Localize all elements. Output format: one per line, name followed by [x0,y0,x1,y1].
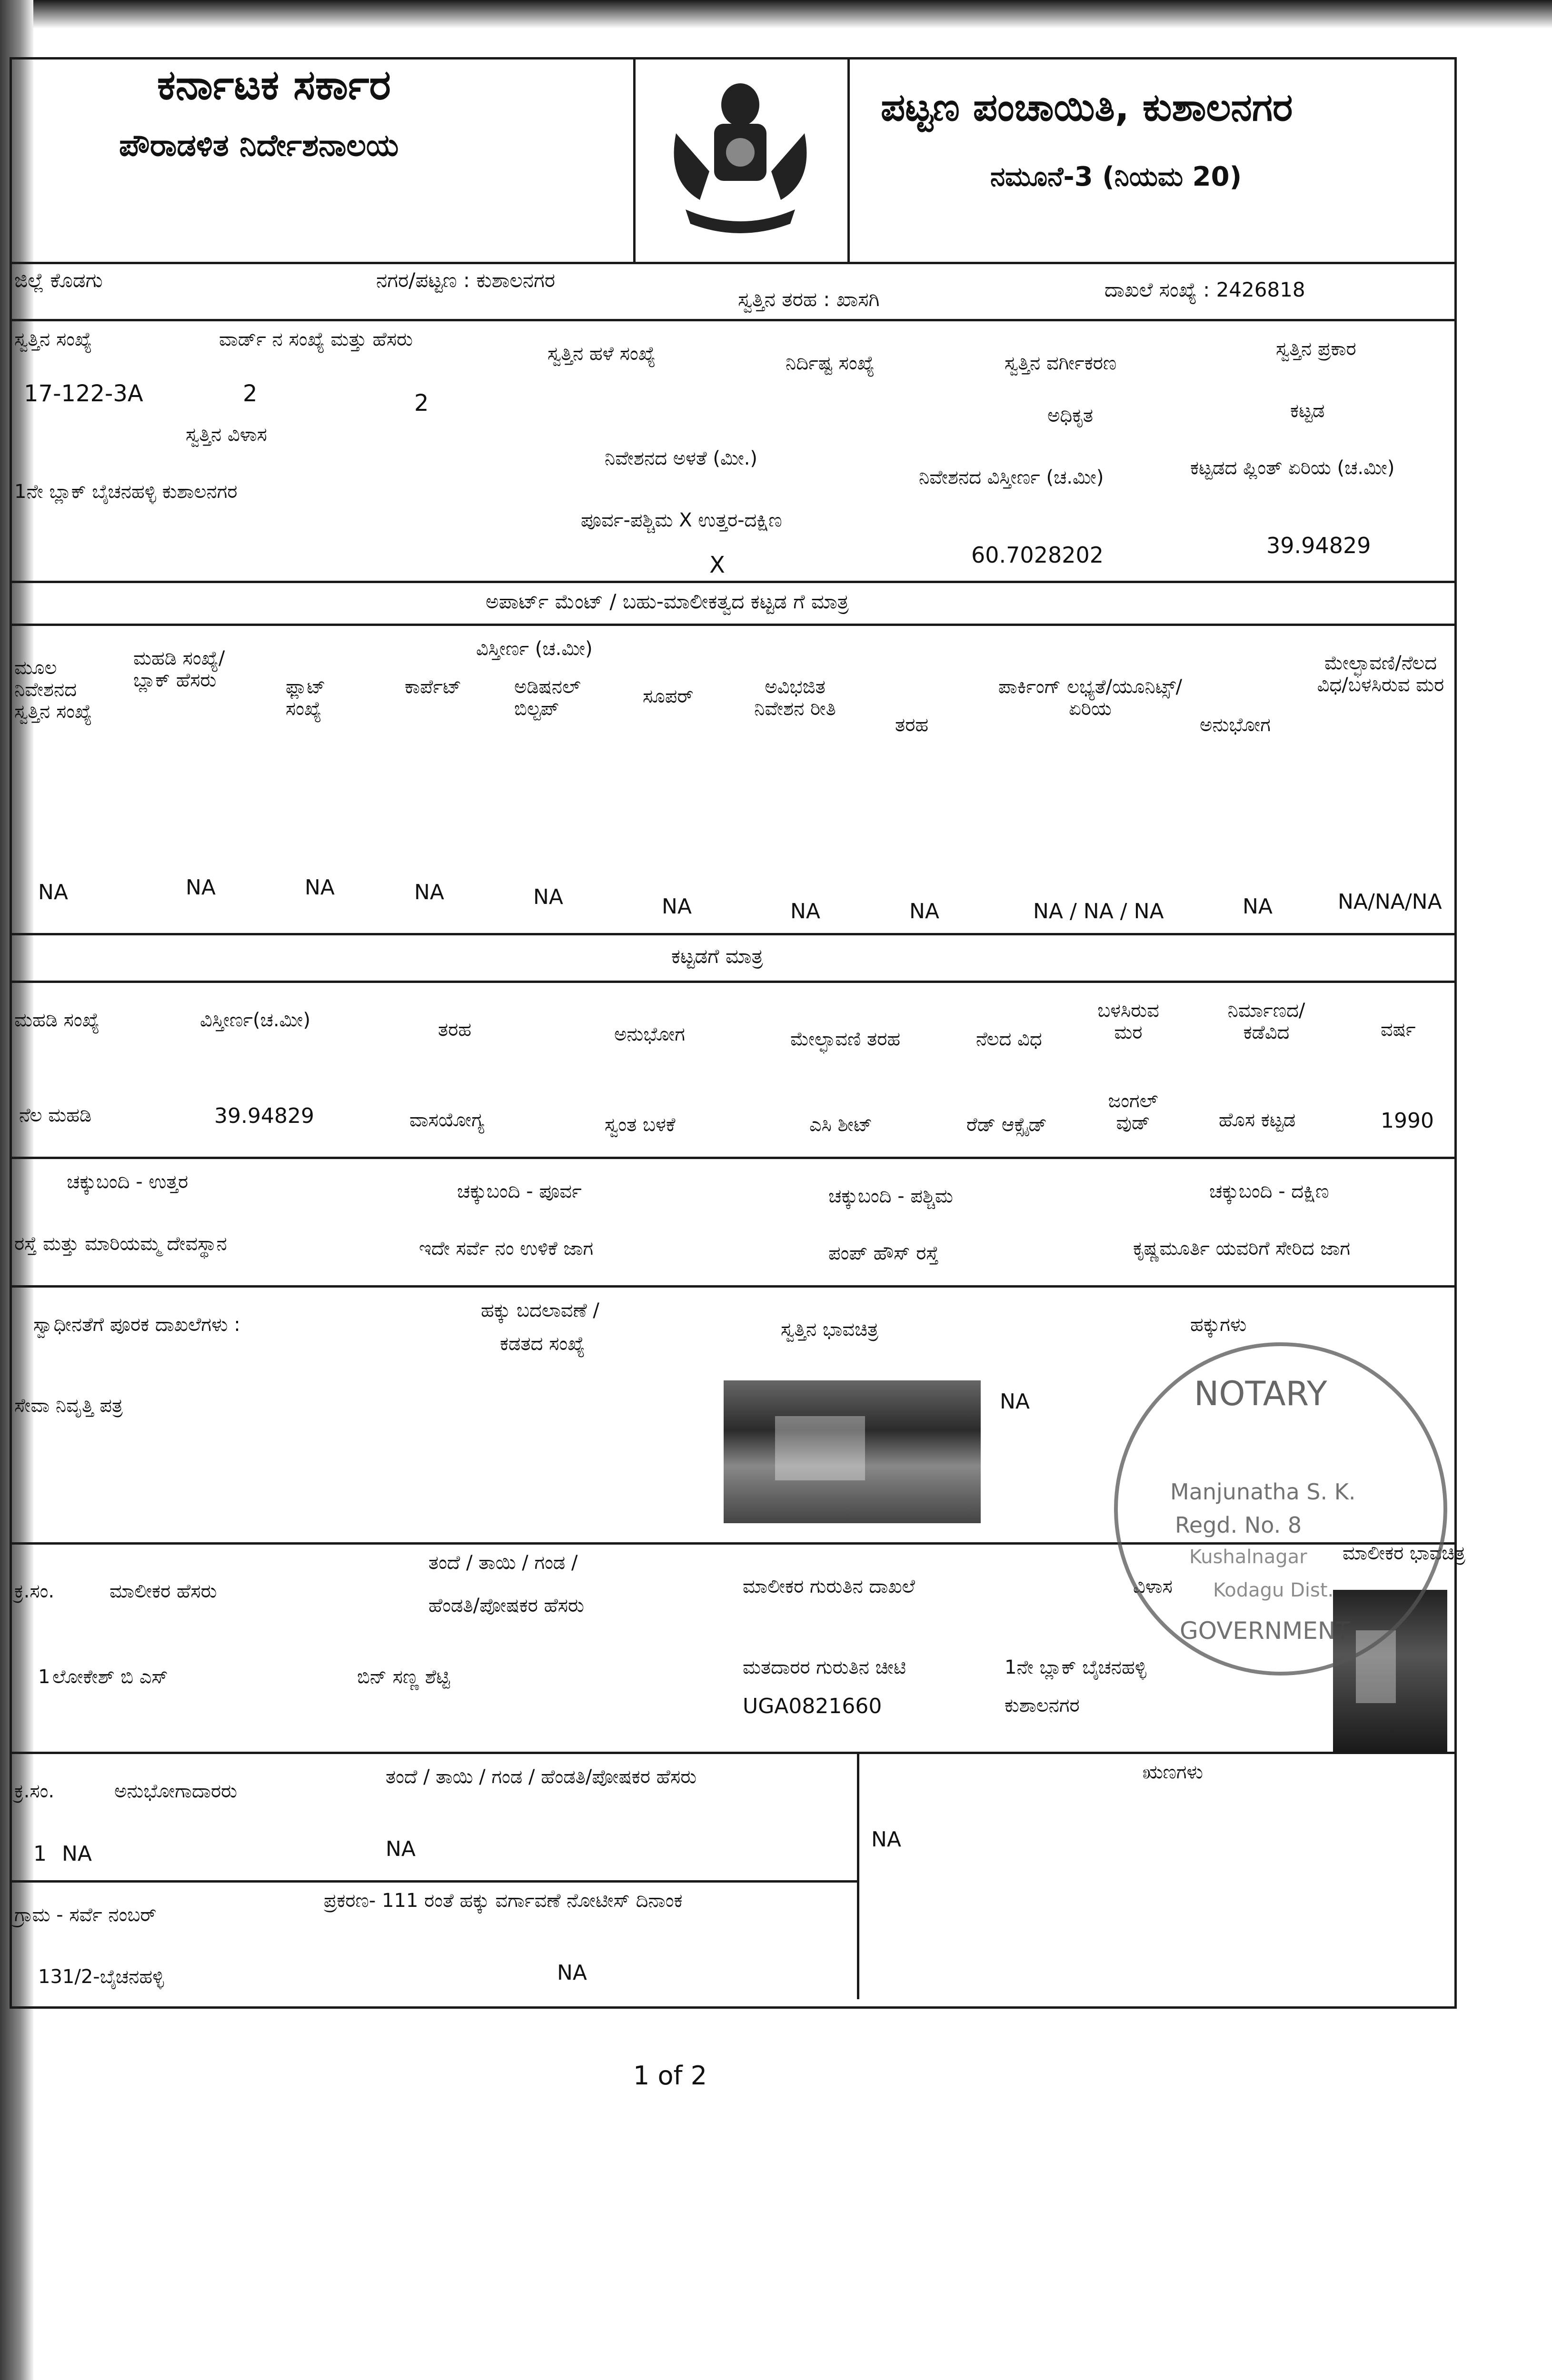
apt-col-super: ಸೂಪರ್ [643,685,694,707]
stamp-line-1: NOTARY [1194,1374,1327,1413]
occupant-sl-label: ಕ್ರ.ಸಂ. [14,1780,55,1802]
rule-6 [10,981,1457,983]
apt-val-floor: NA [186,875,216,900]
bld-val-roof: ಎಸಿ ಶೀಟ್ [809,1114,873,1136]
boundary-north: ರಸ್ತೆ ಮತ್ತು ಮಾರಿಯಮ್ಮ ದೇವಸ್ಥಾನ [14,1233,227,1255]
apt-val-parking: NA / NA / NA [1033,899,1164,923]
plinth-area-label: ಕಟ್ಟಡದ ಪ್ಲಿಂತ್ ಏರಿಯ (ಚ.ಮೀ) [1190,457,1395,479]
bld-col-area: ವಿಸ್ತೀರ್ಣ(ಚ.ಮೀ) [200,1009,311,1031]
apt-val-undivided: NA [790,899,821,923]
govt-title: ಕರ್ನಾಟಕ ಸರ್ಕಾರ [157,61,391,109]
notary-stamp [1114,1342,1447,1676]
property-kind-label: ಸ್ವತ್ತಿನ ಪ್ರಕಾರ [1276,338,1356,360]
ward-label: ವಾರ್ಡ್ ನ ಸಂಖ್ಯೆ ಮತ್ತು ಹೆಸರು [219,328,413,350]
occupant-value: NA [62,1842,92,1866]
rule-1 [10,262,1457,264]
page-number: 1 of 2 [633,2061,707,2091]
owner-parent-label-1: ತಂದೆ / ತಾಯಿ / ಗಂಡ / [428,1552,578,1574]
bld-val-floor: ನೆಲ ಮಹಡಿ [19,1104,92,1126]
scan-shadow-top [0,0,1552,29]
occupant-parent: NA [386,1837,416,1861]
stamp-line-6: GOVERNMENT [1180,1617,1350,1645]
bld-col-construction: ನಿರ್ಮಾಣದ/ ಕಡೆವಿದ [1227,1000,1305,1043]
classification: ಅಧಿಕೃತ [1047,405,1094,426]
rule-8 [10,1285,1457,1288]
occupant-label: ಅನುಭೋಗಾದಾರರು [114,1780,238,1802]
boundary-north-label: ಚಕ್ಕುಬಂದಿ - ಉತ್ತರ [67,1171,189,1193]
owner-parent: ಬಿನ್ ಸಣ್ಣ ಶೆಟ್ಟಿ [357,1666,450,1688]
survey-label: ಗ್ರಾಮ - ಸರ್ವೆ ನಂಬರ್ [14,1904,157,1926]
apt-val-type: NA [909,899,940,923]
stamp-line-2: Manjunatha S. K. [1170,1479,1356,1505]
panchayat-title: ಪಟ್ಟಣ ಪಂಚಾಯಿತಿ, ಕುಶಾಲನಗರ [881,85,1293,129]
apt-col-additional: ಅಡಿಷನಲ್ ಬಿಲ್ಟಪ್ [514,676,581,720]
apt-val-parent-site: NA [38,880,69,904]
apt-col-floor: ಮಹಡಿ ಸಂಖ್ಯೆ/ಬ್ಲಾಕ್ ಹೆಸರು [133,647,225,691]
bld-val-type: ವಾಸಯೋಗ್ಯ [409,1109,485,1131]
owner-address-2: ಕುಶಾಲನಗರ [1005,1695,1080,1716]
apt-val-roof: NA/NA/NA [1338,890,1442,914]
occupant-parent-label: ತಂದೆ / ತಾಯಿ / ಗಂಡ / ಹೆಂಡತಿ/ಪೋಷಕರ ಹೆಸರು [386,1766,697,1788]
boundary-west: ಪಂಪ್ ಹೌಸ್ ರಸ್ತೆ [828,1242,939,1264]
bld-col-year: ವರ್ಷ [1381,1019,1416,1041]
site-area-label: ನಿವೇಶನದ ವಿಸ್ತೀರ್ಣ (ಚ.ಮೀ) [919,466,1104,488]
owner-sl-label: ಕ್ರ.ಸಂ. [14,1580,55,1602]
stamp-line-4: Kushalnagar [1189,1546,1307,1568]
apt-col-parking: ಪಾರ್ಕಿಂಗ್ ಲಭ್ಯತೆ/ಯೂನಿಟ್ಸ್/ಏರಿಯ [998,676,1183,720]
classification-label: ಸ್ವತ್ತಿನ ವರ್ಗೀಕರಣ [1005,352,1117,374]
apt-col-undivided: ಅವಿಭಜಿತ ನಿವೇಶನ ರೀತಿ [754,676,836,720]
apt-col-carpet: ಕಾರ್ಪೆಟ್ [405,676,462,698]
boundary-west-label: ಚಕ್ಕುಬಂದಿ - ಪಶ್ಚಿಮ [828,1185,953,1207]
rule-5 [10,933,1457,935]
bld-val-area: 39.94829 [214,1104,314,1128]
boundary-south-label: ಚಕ್ಕುಬಂದಿ - ದಕ್ಷಿಣ [1209,1180,1329,1202]
owner-id-label: ಮಾಲೀಕರ ಗುರುತಿನ ದಾಖಲೆ [743,1576,915,1597]
bld-val-year: 1990 [1381,1109,1434,1133]
boundary-south: ಕೃಷ್ಣಮೂರ್ತಿ ಯವರಿಗೆ ಸೇರಿದ ಜಾಗ [1133,1238,1350,1259]
old-number-label: ಸ್ವತ್ತಿನ ಹಳೆ ಸಂಖ್ಯೆ [547,343,656,365]
rule-11 [10,1880,857,1883]
owner-name-label: ಮಾಲೀಕರ ಹೆಸರು [109,1580,217,1602]
owner-parent-label-2: ಹೆಂಡತಿ/ಪೋಷಕರ ಹೆಸರು [428,1595,584,1616]
rights-label: ಹಕ್ಕುಗಳು [1190,1314,1247,1336]
bld-val-construction: ಹೊಸ ಕಟ್ಟಡ [1219,1109,1296,1131]
bld-val-wood: ಜಂಗಲ್ ವುಡ್ [1108,1090,1158,1134]
transfer-label-1: ಹಕ್ಕು ಬದಲಾವಣೆ / [481,1299,599,1321]
dimension-label: ನಿವೇಶನದ ಅಳತೆ (ಮೀ.) [605,447,758,469]
owner-photo-label: ಮಾಲೀಕರ ಭಾವಚಿತ್ರ [1343,1542,1465,1564]
area-group-label: ವಿಸ್ತೀರ್ಣ (ಚ.ಮೀ) [476,638,593,660]
bld-col-floor: ಮಹಡಿ ಸಂಖ್ಯೆ [14,1009,99,1031]
town: ನಗರ/ಪಟ್ಟಣ : ಕುಶಾಲನಗರ [376,268,556,292]
directorate-title: ಪೌರಾಡಳಿತ ನಿರ್ದೇಶನಾಲಯ [119,128,399,163]
property-type: ಸ್ವತ್ತಿನ ತರಹ : ಖಾಸಗಿ [738,288,880,311]
property-form [10,57,1465,2009]
owner-address-1: 1ನೇ ಬ್ಲಾಕ್ ಬೈಚನಹಳ್ಳಿ [1005,1656,1147,1678]
owner-id-type: ಮತದಾರರ ಗುರುತಿನ ಚೀಟಿ [743,1656,906,1678]
bld-col-roof: ಮೇಲ್ಛಾವಣಿ ತರಹ [790,1028,901,1050]
header-divider-left [633,57,636,262]
property-photo [724,1380,981,1523]
bld-col-type: ತರಹ [438,1019,472,1041]
survey-value: 131/2-ಬೈಚನಹಳ್ಳಿ [38,1966,164,1988]
apt-col-usage: ಅನುಭೋಗ [1200,714,1271,736]
bld-col-flooring: ನೆಲದ ವಿಧ [976,1028,1042,1050]
property-number: 17-122-3A [24,380,143,407]
notice-label: ಪ್ರಕರಣ- 111 ರಂತೆ ಹಕ್ಕು ವರ್ಗಾವಣೆ ನೋಟೀಸ್ ದಿನಾಂಕ [324,1890,683,1912]
header-divider-right [847,57,850,262]
apt-val-additional: NA [533,885,564,909]
bld-val-flooring: ರೆಡ್ ಆಕ್ಸೈಡ್ [966,1114,1047,1136]
transfer-label-2: ಕಡತದ ಸಂಖ್ಯೆ [500,1333,585,1355]
bld-col-usage: ಅನುಭೋಗ [614,1023,685,1045]
owner-id-number: UGA0821660 [743,1694,882,1718]
occupant-divider [857,1752,859,1999]
apt-col-roof: ಮೇಲ್ಛಾವಣಿ/ನೆಲದ ವಿಧ/ಬಳಸಿರುವ ಮರ [1317,652,1444,696]
stamp-line-3: Regd. No. 8 [1175,1512,1302,1538]
apt-val-usage: NA [1243,894,1273,919]
property-number-label: ಸ್ವತ್ತಿನ ಸಂಖ್ಯೆ [14,328,92,350]
owner-address-label: ವಿಳಾಸ [1133,1576,1173,1597]
boundary-east-label: ಚಕ್ಕುಬಂದಿ - ಪೂರ್ವ [457,1180,582,1202]
apartment-section-title: ಅಪಾರ್ಟ್ ಮೆಂಟ್ / ಬಹು-ಮಾಲೀಕತ್ವದ ಕಟ್ಟಡ ಗೆ ಮಾತ್ರ [486,590,849,613]
rule-2 [10,319,1457,321]
apt-val-carpet: NA [414,880,445,904]
plinth-area: 39.94829 [1266,533,1371,558]
property-kind: ಕಟ್ಟಡ [1290,400,1325,422]
apt-col-flat: ಫ್ಲಾಟ್ ಸಂಖ್ಯೆ [286,676,326,720]
dimension-sub-label: ಪೂರ್ವ-ಪಶ್ಚಿಮ X ಉತ್ತರ-ದಕ್ಷಿಣ [581,509,782,531]
occupant-sl-no: 1 [33,1842,47,1866]
apt-val-flat: NA [305,875,335,900]
ward-name: 2 [414,390,429,416]
bld-col-wood: ಬಳಸಿರುವ ಮರ [1097,1000,1159,1043]
liabilities-label: ಋಣಗಳು [1143,1761,1203,1783]
rule-10 [10,1752,1457,1754]
apt-val-super: NA [662,894,692,919]
record-number: ದಾಖಲೆ ಸಂಖ್ಯೆ : 2426818 [1104,278,1305,301]
liabilities-value: NA [871,1827,902,1852]
rule-4 [10,624,1457,626]
owner-name: ಲೋಕೇಶ್ ಬಿ ಎಸ್ [52,1666,168,1688]
property-photo-label: ಸ್ವತ್ತಿನ ಭಾವಚಿತ್ರ [781,1319,878,1340]
form-number: ನಮೂನೆ-3 (ನಿಯಮ 20) [990,161,1242,192]
ward-number: 2 [243,380,258,407]
property-photo-value: NA [1000,1389,1030,1414]
emblem-icon [657,76,824,248]
rule-7 [10,1157,1457,1159]
stamp-line-5: Kodagu Dist. [1213,1579,1334,1601]
apt-col-parent-site: ಮೂಲ ನಿವೇಶನದ ಸ್ವತ್ತಿನ ಸಂಖ್ಯೆ [14,657,92,723]
possession-docs-label: ಸ್ವಾಧೀನತೆಗೆ ಪೂರಕ ದಾಖಲೆಗಳು : [33,1314,240,1336]
site-area: 60.7028202 [971,542,1104,568]
property-address: 1ನೇ ಬ್ಲಾಕ್ ಬೈಚನಹಳ್ಳಿ ಕುಶಾಲನಗರ [14,481,238,503]
specific-number-label: ನಿರ್ದಿಷ್ಟ ಸಂಖ್ಯೆ [786,352,875,374]
apt-col-type: ತರಹ [895,714,929,736]
rule-3 [10,581,1457,583]
notice-value: NA [557,1961,587,1985]
owner-sl-no: 1 [38,1666,50,1688]
building-section-title: ಕಟ್ಟಡಗೆ ಮಾತ್ರ [671,944,763,968]
boundary-east: ಇದೇ ಸರ್ವೆ ನಂ ಉಳಿಕೆ ಜಾಗ [419,1238,594,1259]
address-label: ಸ್ವತ್ತಿನ ವಿಳಾಸ [186,424,267,446]
possession-doc: ಸೇವಾ ನಿವೃತ್ತಿ ಪತ್ರ [14,1395,123,1417]
bld-val-usage: ಸ್ವಂತ ಬಳಕೆ [605,1114,676,1136]
district: ಜಿಲ್ಲೆ ಕೊಡಗು [14,268,103,292]
dimension-value: X [709,552,725,578]
